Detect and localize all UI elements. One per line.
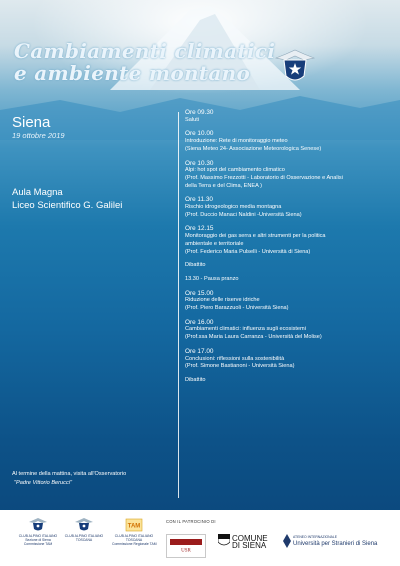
logo1-line-2: Sezione di Siena <box>25 538 51 542</box>
slot-time: Ore 15.00 <box>185 289 214 297</box>
usr-logo-box <box>166 534 206 558</box>
program-slot <box>185 160 397 191</box>
title-line-2: e ambiente montano <box>14 61 251 85</box>
logo3-line-2: TOSCANA <box>125 538 143 542</box>
note-line-2: "Padre Vittorio Berucci" <box>14 480 72 486</box>
slot-line: Dibattito <box>185 262 206 269</box>
slot-line: Dibattito <box>185 376 206 383</box>
slot-line: Saluti <box>185 116 199 123</box>
title-line-1: Cambiamenti climatici <box>14 39 276 63</box>
program-divider <box>178 112 179 498</box>
logo1-line-3: Commissione TAM <box>23 542 53 546</box>
slot-line: Riduzione delle riserve idriche <box>185 297 260 304</box>
comune-line-2: DI SIENA <box>232 541 267 550</box>
slot-time: Ore 17.00 <box>185 347 214 355</box>
slot-line: Alpi: hot spot del cambiamento climatico <box>185 167 285 174</box>
program-slot <box>185 348 397 371</box>
slot-line: Monitoraggio dei gas serra e altri strumenti per la politica <box>185 233 326 240</box>
program-slot <box>185 196 397 219</box>
program-schedule <box>185 109 397 391</box>
cai-emblem-icon <box>274 46 316 86</box>
venue-hall: Aula Magna <box>12 187 63 198</box>
logo2-line-1: CLUB ALPINO ITALIANO <box>64 534 104 538</box>
unistrasi-emblem-icon <box>283 534 291 548</box>
usr-logo-text: USR <box>181 548 191 554</box>
program-slot <box>185 276 397 284</box>
comune-line-1: COMUNE <box>232 534 268 543</box>
program-slot <box>185 130 397 153</box>
event-venue <box>12 186 122 212</box>
program-slot <box>185 262 397 270</box>
uni-line-1: ATENEO INTERNAZIONALE <box>293 535 338 539</box>
slot-line: (Siena Meteo 24- Associazione Meteorologica Senese) <box>185 145 322 152</box>
slot-line: (Prof. Duccio Manaci Naldini -Università Siena) <box>185 211 302 218</box>
event-city: Siena <box>12 114 51 131</box>
siena-shield-icon <box>218 534 230 548</box>
poster-title <box>14 40 294 84</box>
cai-toscana-logo-icon <box>75 518 93 532</box>
logo-cai-siena <box>18 518 58 546</box>
tam-logo-text: TAM <box>127 523 141 530</box>
comune-text <box>232 535 268 549</box>
slot-line: (Prof. Federico Maria Pulselli - Università di Siena) <box>185 248 311 255</box>
slot-line: (Prof. Massimo Frezzotti - Laboratorio di Osservazione e Analisi <box>185 174 343 181</box>
program-slot <box>185 225 397 256</box>
logo-cai-toscana <box>64 518 104 542</box>
program-slot <box>185 377 397 385</box>
slot-line: (Prof.ssa Maria Laura Carranza - Università del Molise) <box>185 334 322 341</box>
slot-time: Ore 09.30 <box>185 109 214 116</box>
note-line-1: Al termine della mattina, visita all'Osservatorio <box>12 471 127 477</box>
program-slot <box>185 290 397 313</box>
slot-time: Ore 10.00 <box>185 130 214 138</box>
slot-time: Ore 12.15 <box>185 225 214 233</box>
sponsor-footer <box>0 510 400 566</box>
logo2-line-2: TOSCANA <box>75 538 93 542</box>
cai-logo-icon <box>29 518 47 532</box>
logo3-line-1: CLUB ALPINO ITALIANO <box>114 534 154 538</box>
usr-logo-icon <box>167 535 205 557</box>
slot-line: Rischio idrogeologico media montagna <box>185 204 282 211</box>
slot-line: della Terra e del Clima, ENEA ) <box>185 182 262 189</box>
patrocinio-label: CON IL PATROCINIO DI <box>166 519 216 524</box>
slot-line: 13.30 - Pausa pranzo <box>185 275 239 282</box>
uni-line-2: Università per Stranieri di Siena <box>293 541 378 547</box>
logo-tam-toscana <box>112 518 156 546</box>
slot-time: Ore 16.00 <box>185 318 214 326</box>
slot-line: (Prof. Simone Bastianoni - Università Siena) <box>185 363 295 370</box>
slot-line: Conclusioni: riflessioni sulla sostenibilità <box>185 355 285 362</box>
venue-school: Liceo Scientifico G. Galilei <box>12 200 123 211</box>
logo1-line-1: CLUB ALPINO ITALIANO <box>18 534 58 538</box>
slot-time: Ore 11.30 <box>185 196 213 204</box>
observatory-note <box>12 470 126 488</box>
slot-line: ambientale e territoriale <box>185 240 244 247</box>
slot-time: Ore 10.30 <box>185 159 214 167</box>
slot-line: Introduzione: Rete di monitoraggio meteo <box>185 138 288 145</box>
logo3-line-3: Commissione Regionale TAM <box>112 542 157 546</box>
program-slot <box>185 319 397 342</box>
event-date: 19 ottobre 2019 <box>12 131 65 140</box>
slot-line: (Prof. Piero Barazzuoli - Università Siena) <box>185 305 289 312</box>
tam-logo-icon <box>125 518 143 532</box>
program-slot <box>185 109 397 124</box>
slot-line: Cambiamenti climatici: influenza sugli ecosistemi <box>185 326 306 333</box>
